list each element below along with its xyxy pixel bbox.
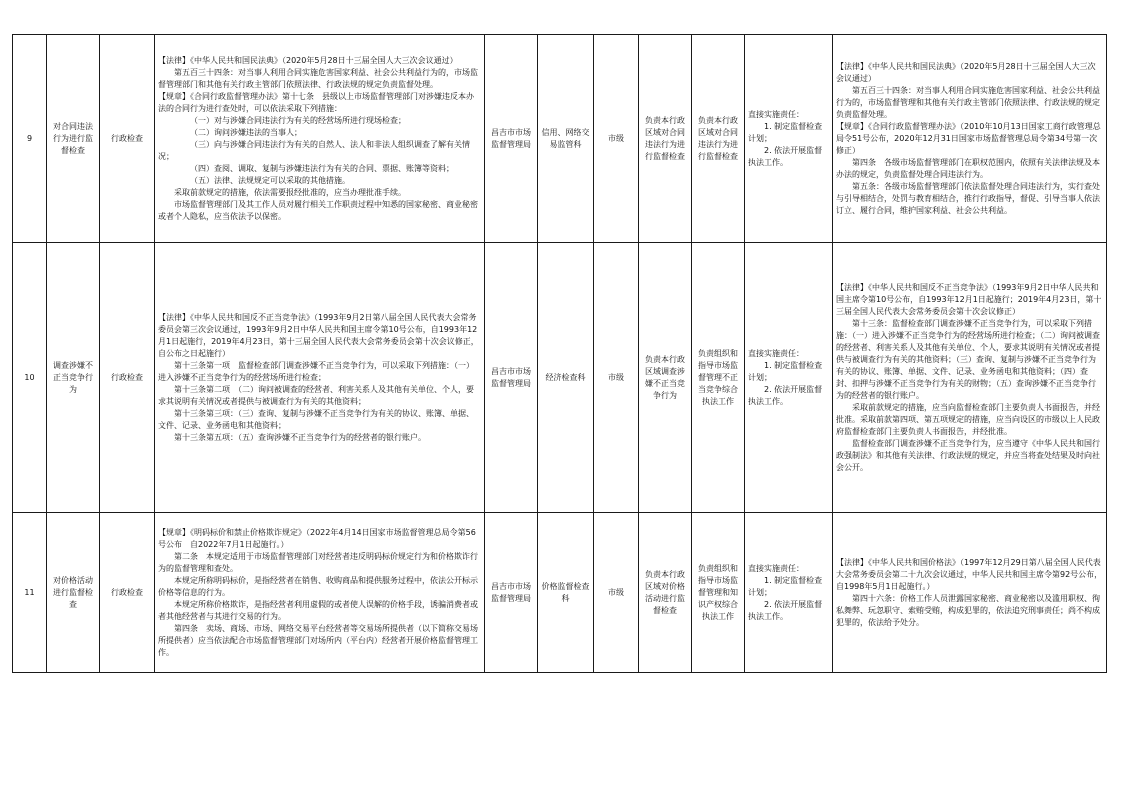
legal-basis-paragraph: （一）对与涉嫌合同违法行为有关的经营场所进行现场检查； bbox=[190, 115, 406, 125]
duty-items-paragraph: 直接实施责任： bbox=[748, 563, 804, 573]
duty-items-paragraph: 1. 制定监督检查计划； bbox=[748, 360, 823, 382]
legal-basis bbox=[155, 35, 485, 243]
responsible-unit: 负责组织和指导市场监督管理和知识产权综合执法工作 bbox=[692, 513, 745, 673]
duty-items-paragraph: 2. 依法开展监督执法工作。 bbox=[748, 599, 823, 621]
item-category: 行政检查 bbox=[100, 243, 155, 513]
duty-items-paragraph: 直接实施责任： bbox=[748, 348, 804, 358]
table-row bbox=[13, 513, 1107, 673]
duty-items bbox=[745, 513, 833, 673]
legal-basis-paragraph: 第二条 本规定适用于市场监督管理部门对经营者违反明码标价规定行为和价格欺诈行为的监督管理和查处。 bbox=[158, 551, 478, 573]
accountability-basis-paragraph: 监督检查部门调查涉嫌不正当竞争行为，应当遵守《中华人民共和国行政强制法》和其他有关法律、行政法规的规定，并应当将查处结果及时向社会公开。 bbox=[836, 438, 1100, 472]
responsible-department: 经济检查科 bbox=[538, 243, 594, 513]
item-category: 行政检查 bbox=[100, 513, 155, 673]
accountability-basis-paragraph: 【法律】《中华人民共和国价格法》（1997年12月29日第八届全国人民代表大会常务委员会第二十九次会议通过，中华人民共和国主席令第92号公布，自1998年5月1日起施行。） bbox=[836, 557, 1103, 591]
legal-basis-paragraph: 第十三条第一项 监督检查部门调查涉嫌不正当竞争行为，可以采取下列措施：（一）进入涉嫌不正当竞争行为的经营场所进行检查； bbox=[158, 360, 474, 382]
implementing-subject: 昌吉市市场监督管理局 bbox=[485, 513, 538, 673]
duty-items bbox=[745, 243, 833, 513]
legal-basis-paragraph: （五）法律、法规规定可以采取的其他措施。 bbox=[190, 175, 350, 185]
legal-basis bbox=[155, 513, 485, 673]
implementing-subject: 昌吉市市场监督管理局 bbox=[485, 243, 538, 513]
responsibility-scope: 负责本行政区域对价格活动进行监督检查 bbox=[639, 513, 692, 673]
duty-items bbox=[745, 35, 833, 243]
accountability-basis bbox=[833, 513, 1107, 673]
table-row bbox=[13, 35, 1107, 243]
duty-items-paragraph: 2. 依法开展监督执法工作。 bbox=[748, 145, 823, 167]
duty-items-paragraph: 1. 制定监督检查计划； bbox=[748, 575, 823, 597]
legal-basis-paragraph: 第十三条第三项：（三）查询、复制与涉嫌不正当竞争行为有关的协议、账簿、单据、文件、记录、业务函电和其他资料； bbox=[158, 408, 474, 430]
implementing-subject: 昌吉市市场监督管理局 bbox=[485, 35, 538, 243]
accountability-basis bbox=[833, 243, 1107, 513]
accountability-basis-paragraph: 第五百三十四条：对当事人利用合同实施危害国家利益、社会公共利益行为的，市场监督管理和其他有关行政主管部门依照法律、行政法规的规定负责监督处理。 bbox=[836, 85, 1100, 119]
legal-basis-paragraph: （二）询问涉嫌违法的当事人； bbox=[190, 127, 302, 137]
item-name: 对价格活动进行监督检查 bbox=[47, 513, 100, 673]
duty-items-paragraph: 2. 依法开展监督执法工作。 bbox=[748, 384, 823, 406]
responsibility-table bbox=[12, 34, 1107, 673]
row-number: 10 bbox=[13, 243, 47, 513]
legal-basis-paragraph: 【规章】《明码标价和禁止价格欺诈规定》（2022年4月14日国家市场监督管理总局令第56号公布 自2022年7月1日起施行。） bbox=[158, 527, 476, 549]
accountability-basis-paragraph: 【法律】《中华人民共和国反不正当竞争法》（1993年9月2日中华人民共和国主席令第10号公布，自1993年12月1日起施行；2019年4月23日，第十三届全国人民代表大会常务委员会第十次会议修正） bbox=[836, 282, 1102, 316]
legal-basis-paragraph: 第十三条第五项：（五）查询涉嫌不正当竞争行为的经营者的银行账户。 bbox=[174, 432, 426, 442]
row-number: 9 bbox=[13, 35, 47, 243]
table-row bbox=[13, 243, 1107, 513]
legal-basis-paragraph: （四）查阅、调取、复制与涉嫌违法行为有关的合同、票据、账簿等资料； bbox=[190, 163, 454, 173]
responsible-department: 信用、网络交易监管科 bbox=[538, 35, 594, 243]
accountability-basis-paragraph: 第十三条：监督检查部门调查涉嫌不正当竞争行为，可以采取下列措施：（一）进入涉嫌不正当竞争行为的经营场所进行检查；（二）询问被调查的经营者、利害关系人及其他有关单位、个人，要求其说明有关情况或者提供与被调查行为有关的其他资料；（三）查询、复制与涉嫌不正当竞争行为有关的协议、账簿、单据、文件、记录、业务函电和其他资料；（四）查封、扣押与涉嫌不正当竞争行为有关的财物；（五）查询涉嫌不正当竞争行为的经营者的银行账户。 bbox=[836, 318, 1100, 400]
accountability-basis-paragraph: 第四十六条：价格工作人员泄露国家秘密、商业秘密以及滥用职权、徇私舞弊、玩忽职守、索贿受贿，构成犯罪的，依法追究刑事责任；尚不构成犯罪的，依法给予处分。 bbox=[836, 593, 1100, 627]
legal-basis-paragraph: 市场监督管理部门及其工作人员对履行相关工作职责过程中知悉的国家秘密、商业秘密或者个人隐私，应当依法予以保密。 bbox=[158, 199, 478, 221]
item-name: 对合同违法行为进行监督检查 bbox=[47, 35, 100, 243]
legal-basis-paragraph: 采取前款规定的措施，依法需要报经批准的，应当办理批准手续。 bbox=[174, 187, 406, 197]
exercise-level: 市级 bbox=[594, 35, 639, 243]
legal-basis-paragraph: 第十三条第二项 （二）询问被调查的经营者、利害关系人及其他有关单位、个人，要求其说明有关情况或者提供与被调查行为有关的其他资料； bbox=[158, 384, 474, 406]
legal-basis-paragraph: 【规章】《合同行政监督管理办法》第十七条 县级以上市场监督管理部门对涉嫌违反本办法的合同行为进行查处时，可以依法采取下列措施： bbox=[158, 91, 474, 113]
duty-items-paragraph: 1. 制定监督检查计划； bbox=[748, 121, 823, 143]
item-name: 调查涉嫌不正当竞争行为 bbox=[47, 243, 100, 513]
accountability-basis-paragraph: 【法律】《中华人民共和国民法典》（2020年5月28日十三届全国人大三次会议通过） bbox=[836, 61, 1096, 83]
duty-items-paragraph: 直接实施责任： bbox=[748, 109, 804, 119]
accountability-basis-paragraph: 采取前款规定的措施，应当向监督检查部门主要负责人书面报告，并经批准。采取前款第四项、第五项规定的措施，应当向设区的市级以上人民政府监督检查部门主要负责人书面报告，并经批准。 bbox=[836, 402, 1100, 436]
legal-basis-paragraph: 本规定所称明码标价，是指经营者在销售、收购商品和提供服务过程中，依法公开标示价格等信息的行为。 bbox=[158, 575, 478, 597]
legal-basis-paragraph: 第四条 卖场、商场、市场、网络交易平台经营者等交易场所提供者（以下简称交易场所提供者）应当依法配合市场监督管理部门对场所内（平台内）经营者开展价格监督管理工作。 bbox=[158, 623, 478, 657]
legal-basis-paragraph: 本规定所称价格欺诈，是指经营者利用虚假的或者使人误解的价格手段，诱骗消费者或者其他经营者与其进行交易的行为。 bbox=[158, 599, 478, 621]
responsible-department: 价格监督检查科 bbox=[538, 513, 594, 673]
legal-basis bbox=[155, 243, 485, 513]
responsibility-scope: 负责本行政区域调查涉嫌不正当竞争行为 bbox=[639, 243, 692, 513]
item-category: 行政检查 bbox=[100, 35, 155, 243]
responsibility-scope: 负责本行政区域对合同违法行为进行监督检查 bbox=[639, 35, 692, 243]
exercise-level: 市级 bbox=[594, 243, 639, 513]
legal-basis-paragraph: （三）向与涉嫌合同违法行为有关的自然人、法人和非法人组织调查了解有关情况； bbox=[158, 139, 470, 161]
accountability-basis-paragraph: 第四条 各级市场监督管理部门在职权范围内，依照有关法律法规及本办法的规定，负责监督处理合同违法行为。 bbox=[836, 157, 1100, 179]
exercise-level: 市级 bbox=[594, 513, 639, 673]
row-number: 11 bbox=[13, 513, 47, 673]
responsible-unit: 负责本行政区域对合同违法行为进行监督检查 bbox=[692, 35, 745, 243]
accountability-basis bbox=[833, 35, 1107, 243]
legal-basis-paragraph: 【法律】《中华人民共和国反不正当竞争法》（1993年9月2日第八届全国人民代表大会常务委员会第三次会议通过，1993年9月2日中华人民共和国主席令第10号公布，自1993年12月1日起施行，2019年4月23日，第十三届全国人民代表大会常务委员会第十次会议修正，自公布之日起施行） bbox=[158, 312, 479, 358]
responsible-unit: 负责组织和指导市场监督管理不正当竞争综合执法工作 bbox=[692, 243, 745, 513]
accountability-basis-paragraph: 第五条：各级市场监督管理部门依法监督处理合同违法行为，实行查处与引导相结合，处罚与教育相结合，推行行政指导，督促、引导当事人依法订立、履行合同，维护国家利益、社会公共利益。 bbox=[836, 181, 1100, 215]
accountability-basis-paragraph: 【规章】《合同行政监督管理办法》（2010年10月13日国家工商行政管理总局令51号公布，2020年12月31日国家市场监督管理总局令第34号第一次修正） bbox=[836, 121, 1101, 155]
legal-basis-paragraph: 第五百三十四条：对当事人利用合同实施危害国家利益、社会公共利益行为的，市场监督管理部门和其他有关行政主管部门依照法律、行政法规的规定负责监督处理。 bbox=[158, 67, 478, 89]
legal-basis-paragraph: 【法律】《中华人民共和国民法典》（2020年5月28日十三届全国人大三次会议通过） bbox=[158, 55, 458, 65]
